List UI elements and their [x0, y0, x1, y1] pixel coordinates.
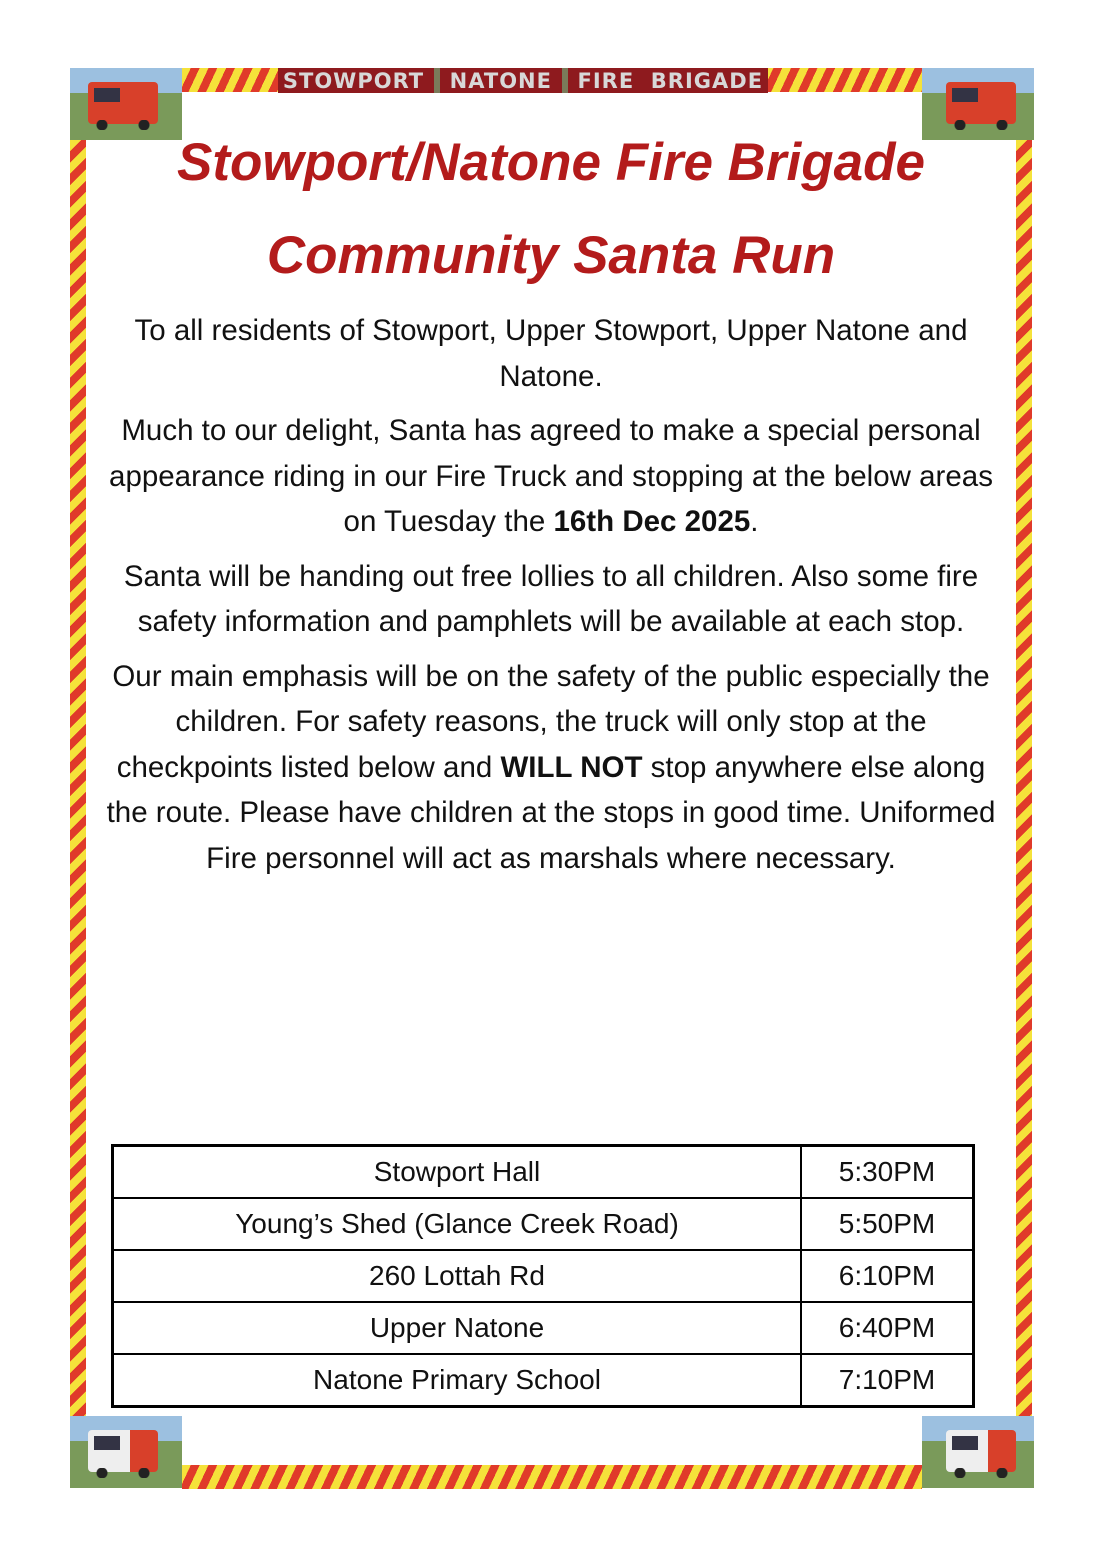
table-row [113, 1354, 974, 1407]
table-row [113, 1146, 974, 1199]
paragraph [96, 654, 1006, 882]
text: Our main emphasis will be on the safety of the public especially the children. For safety reasons, the truck will only stop at the checkpoints listed below and [112, 659, 990, 784]
stop-place: Natone Primary School [113, 1354, 802, 1407]
stop-time: 6:10PM [801, 1250, 974, 1302]
stop-time: 6:40PM [801, 1302, 974, 1354]
right-stripe [1016, 140, 1032, 1416]
stop-time: 5:30PM [801, 1146, 974, 1199]
banner-word: NATONE [449, 68, 552, 93]
stop-place: Stowport Hall [113, 1146, 802, 1199]
stops-table [111, 1144, 975, 1408]
fire-truck-photo [70, 68, 182, 140]
table-row [113, 1198, 974, 1250]
table-row [113, 1250, 974, 1302]
fire-truck-photo [922, 68, 1034, 140]
banner-divider [434, 68, 440, 93]
left-stripe [70, 140, 86, 1416]
paragraph: To all residents of Stowport, Upper Stowport, Upper Natone and Natone. [134, 314, 968, 393]
text: . [750, 505, 759, 538]
fire-truck-photo [922, 1416, 1034, 1488]
banner-divider [562, 68, 568, 93]
fire-truck-photo [70, 1416, 182, 1488]
banner-word: STOWPORT [282, 68, 425, 93]
stop-place: 260 Lottah Rd [113, 1250, 802, 1302]
stop-place: Young’s Shed (Glance Creek Road) [113, 1198, 802, 1250]
event-date: 16th Dec 2025 [553, 505, 751, 538]
stop-time: 5:50PM [801, 1198, 974, 1250]
notice-body [96, 308, 1006, 890]
brigade-banner [278, 68, 768, 93]
table-row [113, 1302, 974, 1354]
paragraph: Santa will be handing out free lollies to all children. Also some fire safety information and pamphlets will be available at each stop. [123, 559, 979, 638]
stop-place: Upper Natone [113, 1302, 802, 1354]
bottom-stripe [182, 1465, 922, 1489]
banner-word: FIRE BRIGADE [577, 68, 764, 93]
title-line-1: Stowport/Natone Fire Brigade [177, 133, 925, 192]
emphasis: WILL NOT [500, 750, 643, 784]
text: Much to our delight, Santa has agreed to make a special personal appearance riding in our Fire Truck and stopping at the below areas on Tuesday the [109, 414, 993, 538]
text: stop anywhere else along the route. Please have children at the stops in good time. Uniformed Fire personnel will act as marshals where necessary. [106, 750, 996, 875]
title-line-2: Community Santa Run [266, 226, 836, 285]
paragraph [96, 408, 1006, 545]
stop-time: 7:10PM [801, 1354, 974, 1407]
